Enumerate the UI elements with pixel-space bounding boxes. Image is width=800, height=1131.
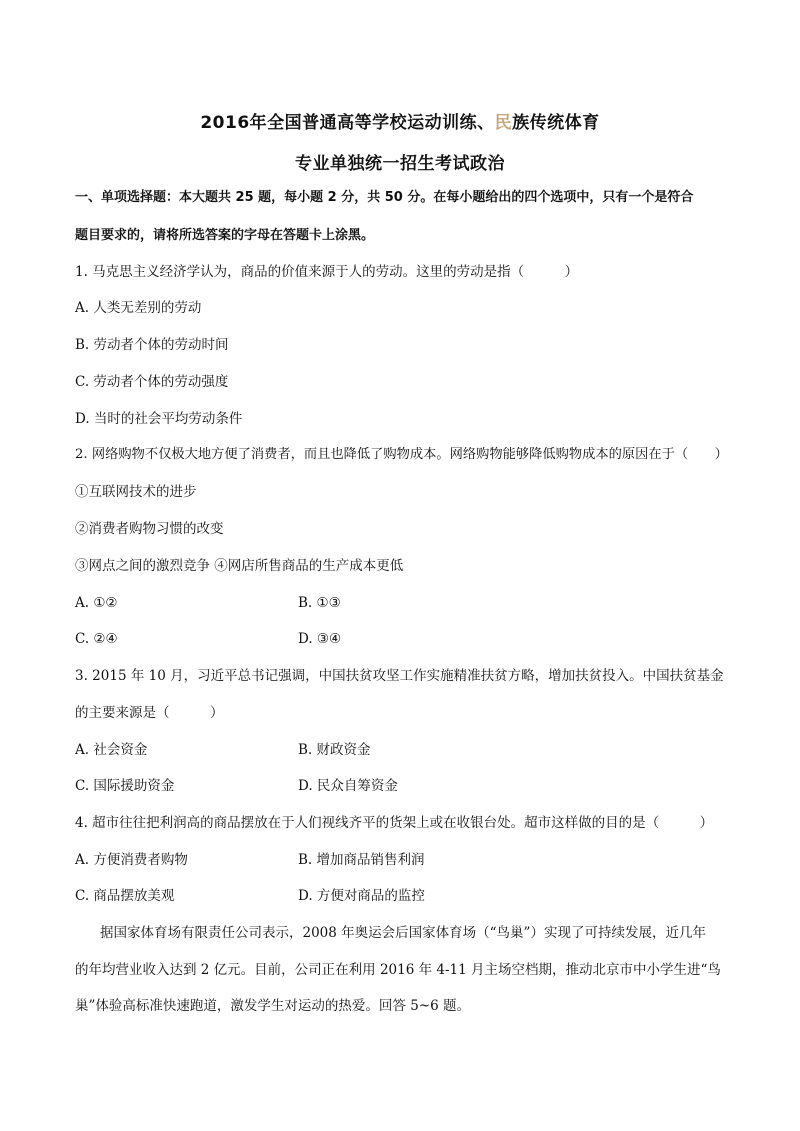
- section-heading-line1: 一、单项选择题：本大题共 25 题，每小题 2 分，共 50 分。在每小题给出的四个选项中，只有一个是符合: [75, 190, 694, 205]
- passage-line1: 据国家体育场有限责任公司表示，2008 年奥运会后国家体育场（“鸟巢”）实现了可持续发展，近几年: [100, 925, 706, 941]
- section-heading-line2: 题目要求的，请将所选答案的字母在答题卡上涂黑。: [75, 228, 375, 243]
- question-4-option-a: A. 方便消费者购物: [75, 852, 188, 868]
- question-4-stem: 4. 超市往往把利润高的商品摆放在于人们视线齐平的货架上或在收银台处。超市这样做的目的是（ ）: [75, 815, 714, 831]
- question-2-item-3: ③网点之间的激烈竞争 ④网店所售商品的生产成本更低: [75, 558, 404, 574]
- question-1-option-c: C. 劳动者个体的劳动强度: [75, 374, 229, 390]
- question-2-option-c: C. ②④: [75, 631, 118, 647]
- question-2-option-a: A. ①②: [75, 595, 118, 611]
- question-3-option-c: C. 国际援助资金: [75, 778, 175, 794]
- question-1-option-b: B. 劳动者个体的劳动时间: [75, 337, 229, 353]
- question-4-option-d: D. 方便对商品的监控: [298, 888, 425, 904]
- question-2-item-2: ②消费者购物习惯的改变: [75, 521, 224, 537]
- question-1-stem: 1. 马克思主义经济学认为，商品的价值来源于人的劳动。这里的劳动是指（ ）: [75, 264, 579, 280]
- question-3-stem-line1: 3. 2015 年 10 月，习近平总书记强调，中国扶贫攻坚工作实施精准扶贫方略，增加扶贫投入。中国扶贫基金: [75, 668, 724, 684]
- question-2-option-b: B. ①③: [298, 595, 341, 611]
- question-2-stem: 2. 网络购物不仅极大地方便了消费者，而且也降低了购物成本。网络购物能够降低购物成本的原因在于（ ）: [75, 447, 728, 462]
- question-3-option-b: B. 财政资金: [298, 742, 371, 758]
- question-1-option-d: D. 当时的社会平均劳动条件: [75, 411, 243, 427]
- question-4-options-row1: [75, 851, 730, 869]
- question-3-option-d: D. 民众自筹资金: [298, 778, 398, 794]
- question-2-item-1: ①互联网技术的进步: [75, 484, 197, 500]
- question-4-options-row2: [75, 887, 730, 905]
- question-2-options-row1: [75, 594, 730, 612]
- question-4-option-c: C. 商品摆放美观: [75, 888, 175, 904]
- question-2-options-row2: [75, 630, 730, 648]
- question-4-option-b: B. 增加商品销售利润: [298, 852, 425, 868]
- question-2-option-d: D. ③④: [298, 631, 342, 647]
- question-1-option-a: A. 人类无差别的劳动: [75, 300, 202, 316]
- passage-line3: 巢”体验高标准快速跑道，激发学生对运动的热爱。回答 5~6 题。: [75, 998, 470, 1014]
- question-3-options-row2: [75, 777, 730, 795]
- title-text-b: 族传统体育: [512, 113, 600, 133]
- question-3-option-a: A. 社会资金: [75, 742, 148, 758]
- exam-title-line1: [0, 108, 800, 133]
- title-text-highlight: 民: [494, 113, 513, 133]
- question-3-options-row1: [75, 741, 730, 759]
- title-text-a: 2016年全国普通高等学校运动训练、: [200, 113, 495, 133]
- question-3-stem-line2: 的主要来源是（ ）: [75, 705, 224, 721]
- exam-title-line2: 专业单独统一招生考试政治: [295, 154, 505, 174]
- passage-line2: 的年均营业收入达到 2 亿元。目前，公司正在利用 2016 年 4-11 月主场空档期，推动北京市中小学生进“鸟: [75, 962, 721, 978]
